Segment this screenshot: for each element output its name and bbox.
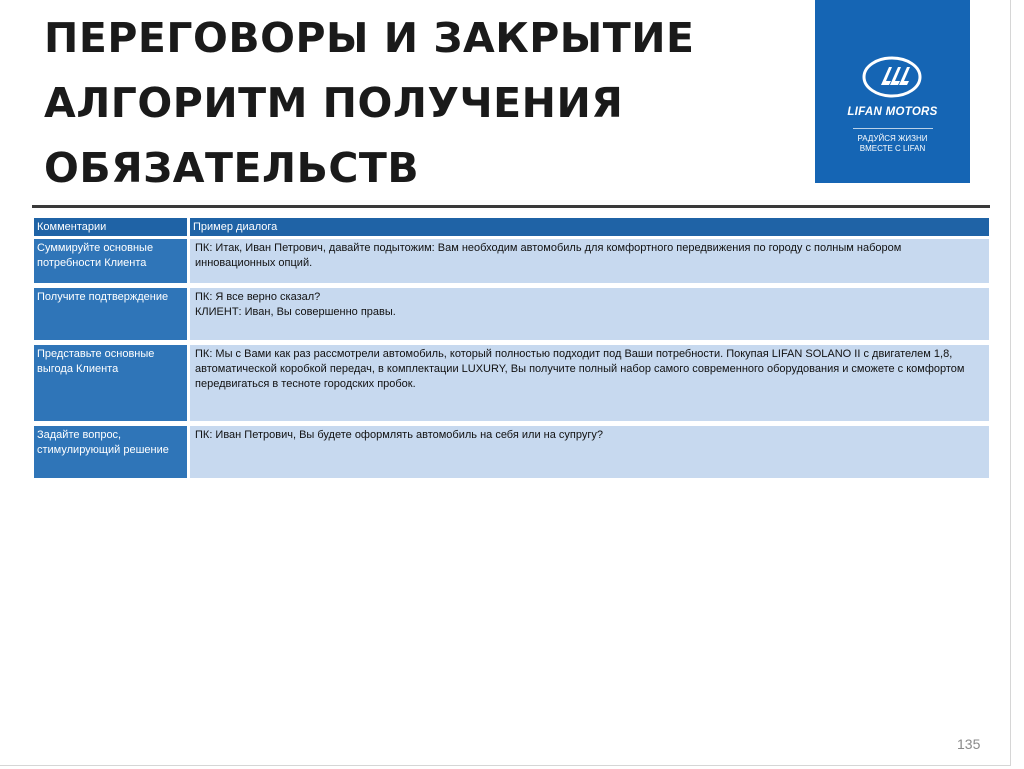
table-row-comment: Задайте вопрос, стимулирующий решение — [34, 426, 187, 478]
table-row-comment: Получите подтверждение — [34, 288, 187, 340]
column-header-comments: Комментарии — [34, 218, 187, 236]
dialog-line: ПК: Иван Петрович, Вы будете оформлять автомобиль на себя или на супругу? — [195, 429, 603, 441]
tagline-line: РАДУЙСЯ ЖИЗНИ — [857, 134, 928, 143]
dialog-line: ПК: Я все верно сказал? — [195, 291, 321, 303]
dialog-line: ПК: Итак, Иван Петрович, давайте подытожим: Вам необходим автомобиль для комфортного передвижения по городу с полным набором инновационных опций. — [195, 242, 902, 269]
table-row-comment: Суммируйте основные потребности Клиента — [34, 239, 187, 283]
tagline-line: ВМЕСТЕ С LIFAN — [859, 144, 926, 153]
title-line: ОБЯЗАТЕЛЬСТВ — [44, 144, 420, 192]
dialog-table — [34, 218, 989, 480]
dialog-line: КЛИЕНТ: Иван, Вы совершенно правы. — [195, 306, 396, 318]
page-title — [44, 6, 784, 201]
lifan-logo — [815, 0, 970, 183]
logo-brand: LIFAN MOTORS — [847, 106, 938, 118]
logo-divider — [853, 128, 933, 129]
title-line: АЛГОРИТМ ПОЛУЧЕНИЯ — [44, 79, 624, 127]
dialog-line: ПК: Мы с Вами как раз рассмотрели автомобиль, который полностью подходит под Ваши потребности. Покупая LIFAN SOLANO II с двигателем 1,8, автоматической коробкой передач, в комплектации LUXURY, Вы получите полный набор самого современного оборудования и сможете с комфортом передвигаться в тесноте городских пробок. — [195, 348, 965, 390]
title-line: ПЕРЕГОВОРЫ И ЗАКРЫТИЕ — [44, 14, 695, 62]
column-header-dialog: Пример диалога — [190, 218, 989, 236]
page-number: 135 — [957, 736, 981, 752]
table-row-comment: Представьте основные выгода Клиента — [34, 345, 187, 421]
table-row-dialog — [190, 288, 989, 342]
table-row-dialog — [190, 345, 989, 423]
table-row-dialog — [190, 426, 989, 480]
table-row-dialog — [190, 239, 989, 285]
logo-tagline — [815, 134, 970, 154]
lifan-emblem-icon — [861, 55, 923, 99]
title-divider — [32, 205, 990, 208]
